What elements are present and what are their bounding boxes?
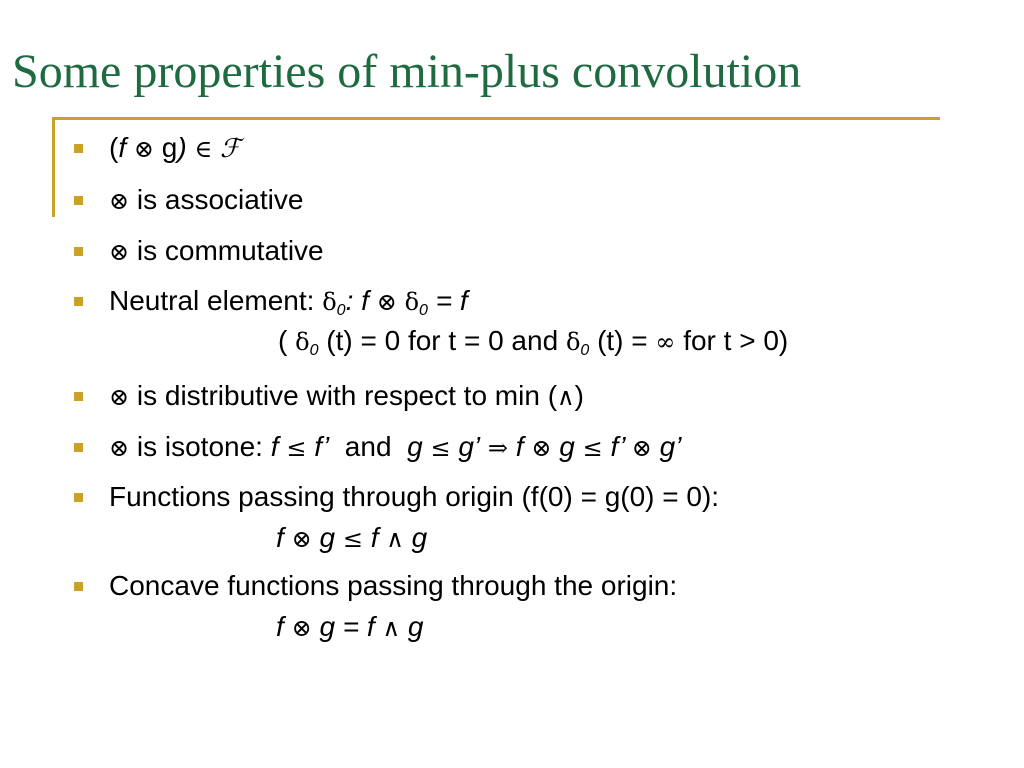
slide-title: Some properties of min-plus convolution — [12, 45, 802, 98]
leq-symbol: ≤ — [286, 434, 307, 462]
delta-symbol: δ — [404, 288, 420, 316]
text-run: (t) = — [597, 325, 656, 356]
bullet-marker — [74, 297, 83, 306]
otimes-symbol: ⊗ — [109, 187, 130, 215]
text-run: f — [276, 611, 292, 642]
text-run: g’ — [651, 431, 682, 462]
leq-symbol: ≤ — [430, 434, 451, 462]
item-text-continuation — [278, 324, 788, 359]
otimes-symbol: ⊗ — [631, 434, 652, 462]
text-run: f’ — [306, 431, 330, 462]
otimes-symbol: ⊗ — [376, 288, 397, 316]
bullet-marker — [74, 392, 83, 401]
text-run: f’ — [602, 431, 632, 462]
otimes-symbol: ⊗ — [109, 434, 130, 462]
text-run: ( — [278, 325, 288, 356]
text-run: f — [276, 522, 292, 553]
wedge-symbol: ∧ — [386, 525, 404, 553]
item-text — [109, 379, 584, 414]
otimes-symbol: ⊗ — [109, 383, 130, 411]
subscript: 0 — [336, 302, 346, 319]
text-run: g — [161, 132, 178, 163]
item-text — [109, 569, 677, 603]
subscript: 0 — [309, 342, 319, 359]
text-run: Concave functions passing through the origin: — [109, 570, 678, 601]
otimes-symbol: ⊗ — [109, 238, 130, 266]
text-run: Functions passing through origin (f(0) = g(0) = 0): — [109, 481, 720, 512]
delta-symbol: δ — [295, 328, 310, 356]
bullet-marker — [74, 582, 83, 591]
text-run: is distributive with respect to min ( — [129, 380, 558, 411]
text-run: f — [118, 132, 134, 163]
subscript: 0 — [419, 302, 428, 319]
text-run: is associative — [129, 184, 304, 215]
item-text — [109, 480, 719, 514]
leq-symbol: ≤ — [342, 525, 363, 553]
text-run: f — [362, 522, 387, 553]
text-run: : f — [345, 285, 377, 316]
wedge-symbol: ∧ — [557, 383, 575, 411]
text-run: Neutral element: — [109, 285, 323, 316]
text-run: ( — [109, 132, 119, 163]
text-run: and — [329, 431, 408, 462]
subscript: 0 — [580, 342, 590, 359]
text-run: g — [551, 431, 583, 462]
item-text — [109, 234, 324, 269]
otimes-symbol: ⊗ — [133, 135, 154, 163]
otimes-symbol: ⊗ — [531, 434, 552, 462]
item-text — [109, 430, 681, 465]
bullet-marker — [74, 144, 83, 153]
bullet-marker — [74, 493, 83, 502]
bullet-marker — [74, 196, 83, 205]
implies-symbol: ⇒ — [487, 434, 509, 462]
text-run: is commutative — [129, 235, 324, 266]
delta-symbol: δ — [565, 328, 581, 356]
text-run: for t > 0) — [675, 325, 789, 356]
item-text — [109, 131, 240, 166]
text-run: (t) = 0 for t = 0 and — [326, 325, 566, 356]
bullet-marker — [74, 443, 83, 452]
text-run: g’ — [450, 431, 481, 462]
text-run: g = f — [311, 611, 383, 642]
item-text-continuation — [276, 521, 427, 556]
text-run: g — [400, 611, 424, 642]
wedge-symbol: ∧ — [382, 614, 401, 642]
text-run: g — [407, 431, 423, 462]
text-run: f — [270, 431, 279, 462]
element-of-symbol: ∈ — [194, 135, 213, 163]
script-f-symbol: ℱ — [220, 134, 241, 164]
bullet-marker — [74, 247, 83, 256]
item-text — [109, 183, 303, 218]
text-run: g — [311, 522, 343, 553]
infinity-symbol: ∞ — [655, 328, 676, 356]
otimes-symbol: ⊗ — [291, 525, 312, 553]
item-text-continuation — [276, 610, 423, 645]
text-run: = f — [427, 285, 468, 316]
text-run: f — [508, 431, 532, 462]
text-run: ) — [177, 132, 187, 163]
text-run: is isotone: — [129, 431, 271, 462]
delta-symbol: δ — [322, 288, 337, 316]
text-run: g — [403, 522, 428, 553]
item-text — [109, 284, 468, 319]
otimes-symbol: ⊗ — [291, 614, 312, 642]
text-run: ) — [574, 380, 584, 411]
leq-symbol: ≤ — [582, 434, 603, 462]
